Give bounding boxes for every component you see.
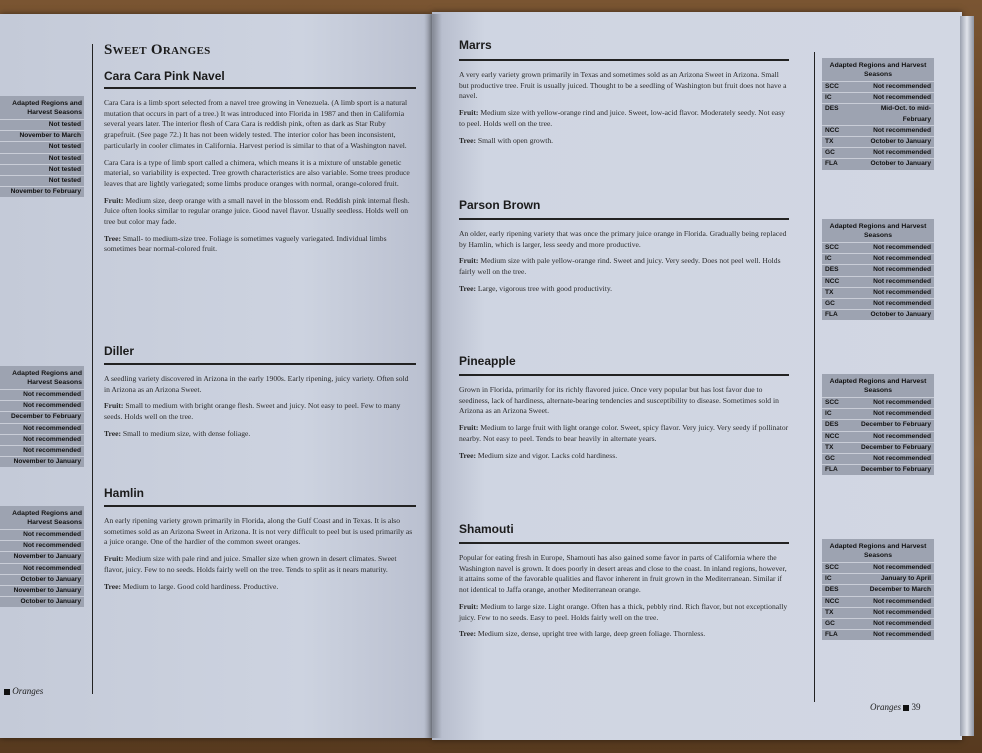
left-page-footer: Oranges	[4, 686, 43, 696]
regions-row: TX October to January	[822, 136, 934, 147]
entry-rule	[104, 505, 416, 507]
regions-box-hamlin	[0, 506, 84, 607]
regions-box-header: Adapted Regions and Harvest Seasons	[829, 62, 927, 78]
regions-row: Not tested	[0, 141, 84, 152]
regions-row: Not tested	[0, 175, 84, 186]
regions-row: GC Not recommended	[822, 147, 934, 158]
entry-body-marrs	[459, 70, 789, 146]
regions-row: DES Mid-Oct. to mid-February	[822, 103, 934, 124]
regions-row: FLA October to January	[822, 158, 934, 169]
entry-fruit: Fruit: Medium size with pale rind and juice. Smaller size when grown in desert climates. Sweet flavor, juicy. Few to no seeds. Holds fairly well on the tree. Tends to split as it nears maturity.	[104, 554, 397, 574]
entry-tree: Tree: Small with open growth.	[459, 135, 554, 145]
entry-fruit: Fruit: Medium to large fruit with light orange color. Sweet, spicy flavor. Very juicy. Very seedy if pollinator nearby. Not easy to peel. Tends to bear heavily in alternate years.	[459, 423, 789, 443]
regions-row: NCC Not recommended	[822, 596, 934, 607]
entry-fruit: Fruit: Small to medium with bright orange flesh. Sweet and juicy. Not easy to peel. Few to many seeds. Holds well on the tree.	[104, 401, 401, 422]
entry-title-parson-brown: Parson Brown	[459, 198, 541, 212]
regions-row: October to January	[0, 596, 84, 607]
entry-tree: Tree: Small to medium size, with dense foliage.	[104, 428, 251, 438]
regions-row: NCC Not recommended	[822, 431, 934, 442]
entry-body-shamouti	[459, 553, 789, 640]
regions-box-marrs	[822, 58, 934, 170]
entry-title-diller: Diller	[104, 344, 135, 358]
regions-row: IC Not recommended	[822, 408, 934, 419]
entry-tree: Tree: Medium size, dense, upright tree with large, deep green foliage. Thornless.	[459, 629, 706, 639]
regions-row: November to January	[0, 456, 84, 467]
regions-row: Not recommended	[0, 540, 84, 551]
regions-row: IC Not recommended	[822, 92, 934, 103]
book-gutter-shadow	[424, 14, 442, 738]
entry-rule	[104, 87, 416, 89]
regions-row: FLA October to January	[822, 309, 934, 320]
entry-paragraph: Popular for eating fresh in Europe, Shamouti has also gained some favor in parts of California where the Washington navel is grown. It does poorly in desert areas and close to the coast. In inland regions, however, it attains some of the favorable qualities and flavor inherent in fruit grown in the Mediterranean. Similar if not identical to Jaffa orange, another Mediterranean orange.	[459, 553, 787, 595]
regions-row: GC Not recommended	[822, 453, 934, 464]
section-title: Sweet Oranges	[104, 42, 211, 58]
entry-body-diller	[104, 374, 416, 440]
entry-title-cara-cara: Cara Cara Pink Navel	[104, 69, 225, 83]
regions-row: SCC Not recommended	[822, 397, 934, 408]
page-edges	[960, 16, 974, 736]
entry-rule	[459, 59, 789, 61]
regions-row: Not recommended	[0, 400, 84, 411]
regions-row: October to January	[0, 574, 84, 585]
regions-row: Not recommended	[0, 423, 84, 434]
entry-paragraph: A very early variety grown primarily in Texas and sometimes sold as an Arizona Sweet in Arizona. Small but productive tree. Fruit is usually juiced. Thought to be a seedling of Washington but fruit does not have a navel.	[459, 70, 787, 101]
entry-rule	[459, 374, 789, 376]
entry-tree: Tree: Small- to medium-size tree. Foliage is sometimes vaguely variegated. Individual limbs sometimes bear normal-colored fruit.	[104, 233, 387, 254]
regions-row: DES December to February	[822, 419, 934, 430]
entry-tree: Tree: Medium to large. Good cold hardiness. Productive.	[104, 581, 279, 591]
regions-row: Not tested	[0, 164, 84, 175]
entry-paragraph: An older, early ripening variety that was once the primary juice orange in Florida. Gradually being replaced by Hamlin, which is larger, less seedy and more productive.	[459, 229, 787, 249]
entry-fruit: Fruit: Medium size with pale yellow-orange rind. Sweet and juicy. Very seedy. Does not peel well. Holds fairly well on the tree.	[459, 256, 781, 277]
regions-row: Not recommended	[0, 389, 84, 400]
entry-rule	[459, 218, 789, 220]
entry-body-parson-brown	[459, 229, 789, 295]
entry-rule	[459, 542, 789, 544]
regions-row: November to March	[0, 130, 84, 141]
regions-row: TX December to February	[822, 442, 934, 453]
regions-row: SCC Not recommended	[822, 242, 934, 253]
regions-row: Not recommended	[0, 445, 84, 456]
regions-box-header: Adapted Regions and Harvest Seasons	[829, 223, 927, 239]
regions-row: December to February	[0, 411, 84, 422]
regions-row: Not recommended	[0, 563, 84, 574]
regions-row: Not recommended	[0, 434, 84, 445]
regions-row: SCC Not recommended	[822, 81, 934, 92]
regions-row: TX Not recommended	[822, 287, 934, 298]
regions-box-parson-brown	[822, 219, 934, 320]
regions-row: November to January	[0, 585, 84, 596]
entry-title-shamouti: Shamouti	[459, 522, 514, 536]
regions-row: Not tested	[0, 119, 84, 130]
entry-tree: Tree: Large, vigorous tree with good productivity.	[459, 283, 613, 293]
entry-body-cara-cara	[104, 98, 416, 255]
entry-paragraph: An early ripening variety grown primarily in Florida, along the Gulf Coast and in Texas. It is also sometimes sold as an Arizona Sweet in Arizona. It is not very difficult to peel but is used primarily as a juice orange. One of the hardier of the common sweet oranges.	[104, 516, 413, 547]
regions-box-header: Adapted Regions and Harvest Seasons	[12, 510, 82, 526]
right-page	[432, 12, 962, 740]
regions-box-shamouti	[822, 539, 934, 640]
entry-fruit: Fruit: Medium to large size. Light orange. Often has a thick, pebbly rind. Rich flavor, but not exceptionally juicy. Few to no seeds. Easy to peel. Holds fairly well on the tree.	[459, 601, 788, 622]
regions-row: DES December to March	[822, 584, 934, 595]
regions-row: GC Not recommended	[822, 298, 934, 309]
regions-box-header: Adapted Regions and Harvest Seasons	[829, 543, 927, 559]
regions-box-pineapple	[822, 374, 934, 475]
page-number: 39	[911, 702, 921, 712]
regions-row: TX Not recommended	[822, 607, 934, 618]
regions-box-cara-cara	[0, 96, 84, 197]
regions-row: NCC Not recommended	[822, 276, 934, 287]
right-page-footer: Oranges 39	[870, 702, 921, 712]
regions-row: IC Not recommended	[822, 253, 934, 264]
regions-row: IC January to April	[822, 573, 934, 584]
entry-paragraph: Cara Cara is a type of limb sport called a chimera, which means it is a mixture of unstable genetic material, so variability is expected. Tree growth characteristics are also variable. Some trees produce leaves that are lightly variegated; some limbs produce oranges with normal, orange-colored fruit.	[104, 157, 410, 188]
regions-row: November to February	[0, 186, 84, 197]
regions-box-header: Adapted Regions and Harvest Seasons	[12, 370, 82, 386]
entry-paragraph: Cara Cara is a limb sport selected from a navel tree growing in Venezuela. (A limb sport is a natural mutation that occurs in part of a tree.) It was introduced into Florida in 1987 and then in California several years later. The interior flesh of Cara Cara is reddish pink, often as dark as Star Ruby grapefruit. (See page 72.) It has not been widely tested. The interior color has been inconsistent, particularly in cooler climates in California. Harvest period is similar to that of a Washington navel.	[104, 98, 408, 150]
regions-box-header: Adapted Regions and Harvest Seasons	[829, 378, 927, 394]
entry-fruit: Fruit: Medium size with yellow-orange rind and juice. Sweet, low-acid flavor. Moderately seedy. Not easy to peel. Holds well on the tree.	[459, 108, 785, 128]
regions-row: DES Not recommended	[822, 264, 934, 275]
regions-row: NCC Not recommended	[822, 125, 934, 136]
entry-tree: Tree: Medium size and vigor. Lacks cold hardiness.	[459, 450, 618, 460]
entry-title-marrs: Marrs	[459, 38, 492, 52]
entry-paragraph: Grown in Florida, primarily for its richly flavored juice. Once very popular but has lost favor due to seediness, lack of hardiness, alternate-bearing tendencies and susceptibility to disease. Sometimes sold in Arizona as an Arizona Sweet.	[459, 385, 779, 416]
footer-square-icon	[4, 689, 10, 695]
regions-box-diller	[0, 366, 84, 467]
entry-fruit: Fruit: Medium size, deep orange with a small navel in the blossom end. Reddish pink internal flesh. Juice often looks similar to regular orange juice. Good navel flavor. Usually seedless. Holds well on tree but color may fade.	[104, 195, 410, 227]
entry-body-hamlin	[104, 516, 416, 592]
footer-square-icon	[903, 705, 909, 711]
entry-title-pineapple: Pineapple	[459, 354, 516, 368]
left-column-divider	[92, 44, 93, 694]
regions-row: GC Not recommended	[822, 618, 934, 629]
left-page	[0, 14, 432, 738]
regions-row: Not tested	[0, 153, 84, 164]
regions-row: SCC Not recommended	[822, 562, 934, 573]
entry-paragraph: A seedling variety discovered in Arizona in the early 1900s. Early ripening, juicy variety. Often sold in Arizona as an Arizona Sweet.	[104, 374, 409, 394]
regions-row: November to January	[0, 551, 84, 562]
regions-row: FLA Not recommended	[822, 629, 934, 640]
entry-title-hamlin: Hamlin	[104, 486, 145, 500]
regions-box-header: Adapted Regions and Harvest Seasons	[12, 100, 82, 116]
right-column-divider	[814, 52, 815, 702]
entry-body-pineapple	[459, 385, 789, 461]
regions-row: FLA December to February	[822, 464, 934, 475]
regions-row: Not recommended	[0, 529, 84, 540]
entry-rule	[104, 363, 416, 365]
